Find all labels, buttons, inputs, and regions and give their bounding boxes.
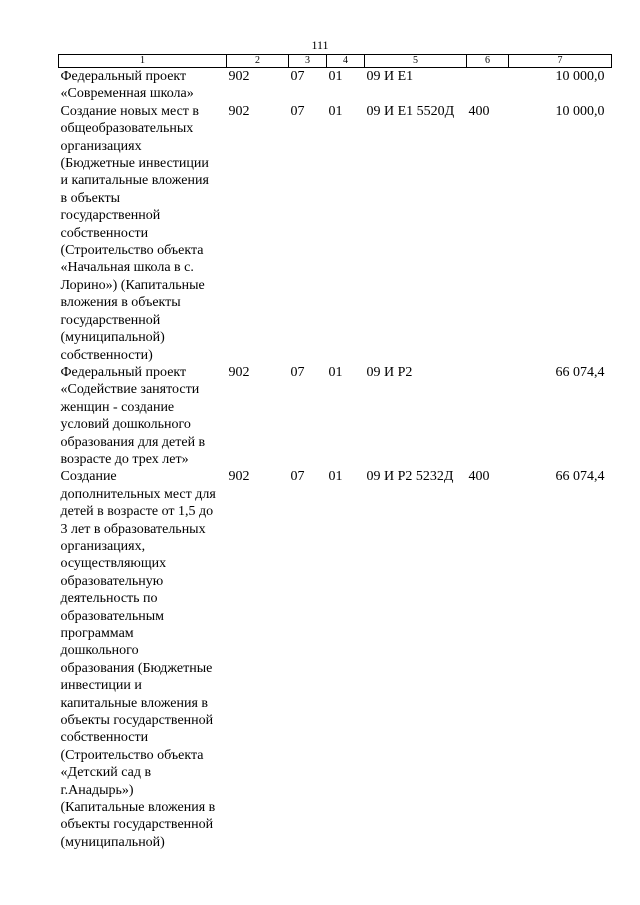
- row-amount: 66 074,4: [555, 469, 605, 485]
- row-subsection-code: 01: [328, 69, 343, 84]
- header-col-4: 4: [327, 55, 365, 68]
- header-col-7: 7: [509, 55, 612, 68]
- header-col-2: 2: [227, 55, 289, 68]
- header-row: [59, 55, 612, 68]
- row-name: Федеральный проект «Содействие занятости женщин - создание условий дошкольного образования для детей в возрасте до трех лет»: [60, 364, 206, 467]
- header-col-1: 1: [59, 55, 227, 68]
- row-expense-type: [467, 68, 509, 103]
- row-subsection-code: 01: [328, 469, 343, 485]
- row-expense-type: 400: [468, 469, 490, 485]
- table-row: [59, 103, 612, 364]
- row-target-code: 09 И Е1 5520Д: [366, 103, 455, 119]
- row-target-code: 09 И Р2 5232Д: [366, 469, 454, 485]
- row-name: Создание дополнительных мест для детей в возрасте от 1,5 до 3 лет в образовательных организациях, осуществляющих образовательную деятельность по образовательным программам дошкольного образования (Бюджетные инвестиции и капитальные вложения в объекты государственной собственности (Строительство объекта «Детский сад в г.Анадырь») (Капитальные вложения в объекты государственной (муниципальной): [60, 469, 216, 850]
- row-section-code: 07: [290, 364, 305, 380]
- table-row: [59, 364, 612, 468]
- header-col-6: 6: [467, 55, 509, 68]
- table-row: [59, 468, 612, 851]
- row-section-code: 07: [290, 103, 305, 119]
- page-number: 111: [311, 38, 329, 52]
- row-subsection-code: 01: [328, 364, 343, 380]
- row-target-code: 09 И Е1: [366, 69, 414, 84]
- row-ministry-code: 902: [228, 364, 250, 380]
- row-ministry-code: 902: [228, 69, 250, 84]
- row-amount: 10 000,0: [555, 69, 605, 84]
- row-amount: 10 000,0: [555, 103, 605, 119]
- header-col-5: 5: [365, 55, 467, 68]
- row-name: Федеральный проект «Современная школа»: [60, 69, 194, 102]
- row-target-code: 09 И Р2: [366, 364, 413, 380]
- row-amount: 66 074,4: [555, 364, 605, 380]
- row-section-code: 07: [290, 469, 305, 485]
- row-subsection-code: 01: [328, 103, 343, 119]
- budget-table: [58, 54, 612, 851]
- row-ministry-code: 902: [228, 469, 250, 485]
- row-expense-type: [467, 364, 509, 468]
- table-header: [59, 55, 612, 68]
- table-body: [59, 68, 612, 852]
- row-ministry-code: 902: [228, 103, 250, 119]
- row-expense-type: 400: [468, 103, 490, 119]
- row-name: Создание новых мест в общеобразовательных организациях (Бюджетные инвестиции и капитальные вложения в объекты государственной собственности (Строительство объекта «Начальная школа в с. Лорино») (Капитальные вложения в объекты государственной (муниципальной) собственности): [60, 103, 209, 363]
- table-row: [59, 68, 612, 103]
- header-col-3: 3: [289, 55, 327, 68]
- row-section-code: 07: [290, 69, 305, 84]
